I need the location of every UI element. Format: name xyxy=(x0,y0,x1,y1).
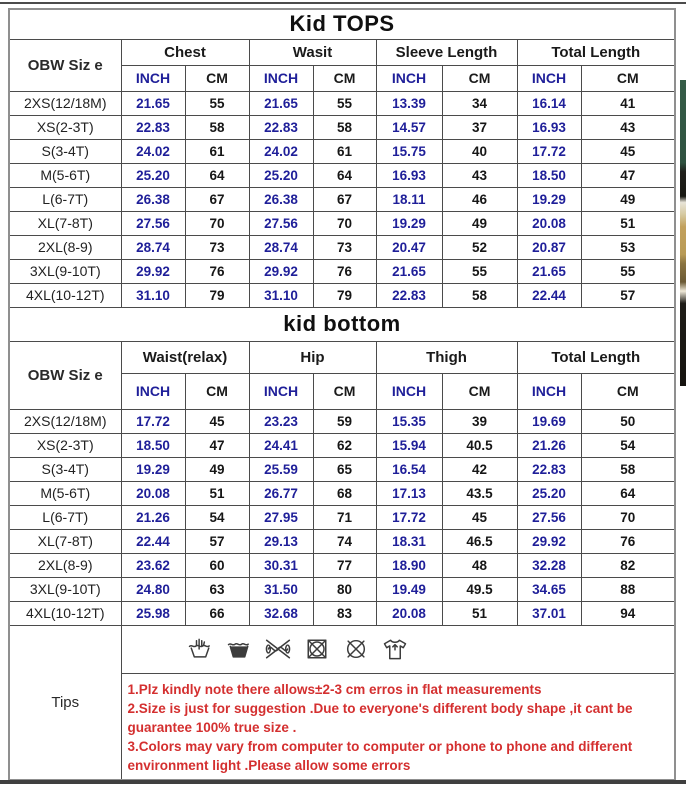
unit-header-inch: INCH xyxy=(376,65,442,91)
value-cell: 53 xyxy=(581,235,675,259)
value-cell: 45 xyxy=(185,409,249,433)
value-cell: 22.83 xyxy=(376,283,442,307)
value-cell: 26.38 xyxy=(249,187,313,211)
table-row xyxy=(9,259,675,283)
value-cell: 58 xyxy=(581,457,675,481)
tips-label: Tips xyxy=(9,625,121,780)
value-cell: 70 xyxy=(313,211,376,235)
table-row xyxy=(9,577,675,601)
table-row xyxy=(9,505,675,529)
unit-header-inch: INCH xyxy=(517,65,581,91)
unit-header-inch: INCH xyxy=(249,65,313,91)
value-cell: 57 xyxy=(581,283,675,307)
wash-basin-icon xyxy=(225,636,253,662)
value-cell: 55 xyxy=(313,91,376,115)
tops-title: Kid TOPS xyxy=(9,9,675,39)
value-cell: 28.74 xyxy=(249,235,313,259)
value-cell: 22.83 xyxy=(249,115,313,139)
care-icons-row xyxy=(9,625,675,673)
value-cell: 26.38 xyxy=(121,187,185,211)
value-cell: 63 xyxy=(185,577,249,601)
value-cell: 80 xyxy=(313,577,376,601)
value-cell: 21.26 xyxy=(517,433,581,457)
size-cell: 3XL(9-10T) xyxy=(9,577,121,601)
value-cell: 43 xyxy=(581,115,675,139)
size-cell: 2XS(12/18M) xyxy=(9,409,121,433)
value-cell: 23.62 xyxy=(121,553,185,577)
value-cell: 42 xyxy=(442,457,517,481)
size-cell: XS(2-3T) xyxy=(9,433,121,457)
size-cell: 2XL(8-9) xyxy=(9,553,121,577)
unit-header-inch: INCH xyxy=(376,373,442,409)
unit-header-cm: CM xyxy=(442,65,517,91)
value-cell: 22.83 xyxy=(121,115,185,139)
value-cell: 40.5 xyxy=(442,433,517,457)
group-header-thigh: Thigh xyxy=(376,341,517,373)
value-cell: 49.5 xyxy=(442,577,517,601)
value-cell: 51 xyxy=(442,601,517,625)
tips-text-cell xyxy=(121,673,675,780)
table-row xyxy=(9,457,675,481)
size-column-header: OBW Siz e xyxy=(9,341,121,409)
value-cell: 18.11 xyxy=(376,187,442,211)
group-header-chest: Chest xyxy=(121,39,249,65)
size-cell: 3XL(9-10T) xyxy=(9,259,121,283)
value-cell: 15.75 xyxy=(376,139,442,163)
value-cell: 41 xyxy=(581,91,675,115)
value-cell: 29.92 xyxy=(517,529,581,553)
do-not-tumble-dry-icon xyxy=(303,636,331,662)
group-header-total-length: Total Length xyxy=(517,39,675,65)
group-header-total-length: Total Length xyxy=(517,341,675,373)
size-cell: M(5-6T) xyxy=(9,163,121,187)
value-cell: 34.65 xyxy=(517,577,581,601)
unit-header-cm: CM xyxy=(581,65,675,91)
value-cell: 26.77 xyxy=(249,481,313,505)
value-cell: 60 xyxy=(185,553,249,577)
unit-header-inch: INCH xyxy=(249,373,313,409)
value-cell: 45 xyxy=(581,139,675,163)
value-cell: 18.50 xyxy=(121,433,185,457)
size-cell: 2XL(8-9) xyxy=(9,235,121,259)
value-cell: 31.10 xyxy=(249,283,313,307)
value-cell: 76 xyxy=(581,529,675,553)
table-row xyxy=(9,235,675,259)
value-cell: 70 xyxy=(581,505,675,529)
value-cell: 16.93 xyxy=(376,163,442,187)
size-cell: XL(7-8T) xyxy=(9,211,121,235)
bottom-divider xyxy=(0,780,686,784)
group-header-waist-relax: Waist(relax) xyxy=(121,341,249,373)
group-header-sleeve-length: Sleeve Length xyxy=(376,39,517,65)
value-cell: 83 xyxy=(313,601,376,625)
value-cell: 76 xyxy=(313,259,376,283)
group-header-waist: Wasit xyxy=(249,39,376,65)
value-cell: 19.29 xyxy=(121,457,185,481)
value-cell: 58 xyxy=(185,115,249,139)
kid-size-chart-table xyxy=(8,8,676,781)
value-cell: 20.08 xyxy=(376,601,442,625)
value-cell: 25.20 xyxy=(249,163,313,187)
value-cell: 54 xyxy=(581,433,675,457)
value-cell: 27.56 xyxy=(121,211,185,235)
table-row xyxy=(9,553,675,577)
value-cell: 88 xyxy=(581,577,675,601)
size-cell: XL(7-8T) xyxy=(9,529,121,553)
value-cell: 24.80 xyxy=(121,577,185,601)
value-cell: 58 xyxy=(313,115,376,139)
value-cell: 20.87 xyxy=(517,235,581,259)
value-cell: 54 xyxy=(185,505,249,529)
value-cell: 57 xyxy=(185,529,249,553)
value-cell: 19.49 xyxy=(376,577,442,601)
hand-wash-icon xyxy=(186,636,214,662)
value-cell: 21.26 xyxy=(121,505,185,529)
value-cell: 37 xyxy=(442,115,517,139)
table-row xyxy=(9,187,675,211)
unit-header-cm: CM xyxy=(185,373,249,409)
value-cell: 17.72 xyxy=(376,505,442,529)
value-cell: 19.29 xyxy=(517,187,581,211)
group-header-hip: Hip xyxy=(249,341,376,373)
value-cell: 62 xyxy=(313,433,376,457)
top-divider xyxy=(0,2,686,4)
value-cell: 73 xyxy=(185,235,249,259)
value-cell: 25.20 xyxy=(121,163,185,187)
size-cell: M(5-6T) xyxy=(9,481,121,505)
tops-group-header-row xyxy=(9,39,675,65)
size-cell: S(3-4T) xyxy=(9,457,121,481)
value-cell: 77 xyxy=(313,553,376,577)
value-cell: 19.29 xyxy=(376,211,442,235)
table-row xyxy=(9,139,675,163)
value-cell: 66 xyxy=(185,601,249,625)
value-cell: 82 xyxy=(581,553,675,577)
value-cell: 28.74 xyxy=(121,235,185,259)
size-cell: L(6-7T) xyxy=(9,505,121,529)
value-cell: 17.72 xyxy=(121,409,185,433)
value-cell: 55 xyxy=(185,91,249,115)
value-cell: 58 xyxy=(442,283,517,307)
value-cell: 37.01 xyxy=(517,601,581,625)
value-cell: 24.02 xyxy=(249,139,313,163)
tip-line-2: 2.Size is just for suggestion .Due to everyone's different body shape ,it cant be guarantee 100% true size . xyxy=(127,700,633,735)
value-cell: 61 xyxy=(185,139,249,163)
value-cell: 25.59 xyxy=(249,457,313,481)
value-cell: 45 xyxy=(442,505,517,529)
care-icons-cell xyxy=(121,625,675,673)
value-cell: 29.13 xyxy=(249,529,313,553)
value-cell: 23.23 xyxy=(249,409,313,433)
value-cell: 16.54 xyxy=(376,457,442,481)
value-cell: 22.44 xyxy=(517,283,581,307)
do-not-dry-clean-icon xyxy=(342,636,370,662)
value-cell: 29.92 xyxy=(121,259,185,283)
value-cell: 64 xyxy=(581,481,675,505)
value-cell: 49 xyxy=(185,457,249,481)
value-cell: 55 xyxy=(442,259,517,283)
value-cell: 21.65 xyxy=(249,91,313,115)
value-cell: 39 xyxy=(442,409,517,433)
value-cell: 46.5 xyxy=(442,529,517,553)
tops-title-row xyxy=(9,9,675,39)
value-cell: 18.90 xyxy=(376,553,442,577)
value-cell: 27.95 xyxy=(249,505,313,529)
value-cell: 52 xyxy=(442,235,517,259)
value-cell: 64 xyxy=(185,163,249,187)
value-cell: 30.31 xyxy=(249,553,313,577)
value-cell: 25.98 xyxy=(121,601,185,625)
value-cell: 43.5 xyxy=(442,481,517,505)
value-cell: 34 xyxy=(442,91,517,115)
value-cell: 22.44 xyxy=(121,529,185,553)
value-cell: 32.28 xyxy=(517,553,581,577)
value-cell: 68 xyxy=(313,481,376,505)
table-row xyxy=(9,163,675,187)
size-column-header: OBW Siz e xyxy=(9,39,121,91)
bottoms-title-row xyxy=(9,307,675,341)
value-cell: 76 xyxy=(185,259,249,283)
table-row xyxy=(9,409,675,433)
value-cell: 21.65 xyxy=(376,259,442,283)
value-cell: 20.47 xyxy=(376,235,442,259)
value-cell: 49 xyxy=(581,187,675,211)
value-cell: 79 xyxy=(185,283,249,307)
table-row xyxy=(9,283,675,307)
value-cell: 73 xyxy=(313,235,376,259)
value-cell: 14.57 xyxy=(376,115,442,139)
value-cell: 50 xyxy=(581,409,675,433)
value-cell: 70 xyxy=(185,211,249,235)
size-cell: XS(2-3T) xyxy=(9,115,121,139)
size-cell: 4XL(10-12T) xyxy=(9,283,121,307)
value-cell: 47 xyxy=(185,433,249,457)
value-cell: 47 xyxy=(581,163,675,187)
garment-icon xyxy=(381,636,409,662)
value-cell: 31.10 xyxy=(121,283,185,307)
value-cell: 17.72 xyxy=(517,139,581,163)
unit-header-cm: CM xyxy=(313,65,376,91)
care-icons xyxy=(122,636,675,662)
value-cell: 24.02 xyxy=(121,139,185,163)
value-cell: 20.08 xyxy=(121,481,185,505)
unit-header-inch: INCH xyxy=(517,373,581,409)
value-cell: 20.08 xyxy=(517,211,581,235)
adjacent-photo-strip xyxy=(680,80,686,386)
size-cell: 4XL(10-12T) xyxy=(9,601,121,625)
value-cell: 18.50 xyxy=(517,163,581,187)
value-cell: 19.69 xyxy=(517,409,581,433)
value-cell: 79 xyxy=(313,283,376,307)
bottoms-group-header-row xyxy=(9,341,675,373)
unit-header-cm: CM xyxy=(442,373,517,409)
tip-line-3: 3.Colors may vary from computer to computer or phone to phone and different environment light .Please allow some errors xyxy=(127,738,633,774)
value-cell: 18.31 xyxy=(376,529,442,553)
value-cell: 48 xyxy=(442,553,517,577)
value-cell: 61 xyxy=(313,139,376,163)
value-cell: 67 xyxy=(185,187,249,211)
size-cell: S(3-4T) xyxy=(9,139,121,163)
size-cell: 2XS(12/18M) xyxy=(9,91,121,115)
value-cell: 74 xyxy=(313,529,376,553)
value-cell: 94 xyxy=(581,601,675,625)
value-cell: 13.39 xyxy=(376,91,442,115)
value-cell: 15.35 xyxy=(376,409,442,433)
table-row xyxy=(9,601,675,625)
table-row xyxy=(9,433,675,457)
value-cell: 49 xyxy=(442,211,517,235)
value-cell: 22.83 xyxy=(517,457,581,481)
value-cell: 51 xyxy=(185,481,249,505)
value-cell: 65 xyxy=(313,457,376,481)
value-cell: 16.14 xyxy=(517,91,581,115)
table-row xyxy=(9,481,675,505)
value-cell: 40 xyxy=(442,139,517,163)
value-cell: 21.65 xyxy=(121,91,185,115)
unit-header-cm: CM xyxy=(581,373,675,409)
value-cell: 64 xyxy=(313,163,376,187)
value-cell: 51 xyxy=(581,211,675,235)
value-cell: 43 xyxy=(442,163,517,187)
value-cell: 21.65 xyxy=(517,259,581,283)
bottoms-title: kid bottom xyxy=(9,307,675,341)
value-cell: 59 xyxy=(313,409,376,433)
value-cell: 67 xyxy=(313,187,376,211)
value-cell: 71 xyxy=(313,505,376,529)
table-row xyxy=(9,91,675,115)
value-cell: 16.93 xyxy=(517,115,581,139)
size-cell: L(6-7T) xyxy=(9,187,121,211)
table-row xyxy=(9,529,675,553)
value-cell: 55 xyxy=(581,259,675,283)
table-row xyxy=(9,115,675,139)
value-cell: 17.13 xyxy=(376,481,442,505)
value-cell: 24.41 xyxy=(249,433,313,457)
unit-header-inch: INCH xyxy=(121,65,185,91)
value-cell: 25.20 xyxy=(517,481,581,505)
value-cell: 27.56 xyxy=(517,505,581,529)
value-cell: 15.94 xyxy=(376,433,442,457)
value-cell: 31.50 xyxy=(249,577,313,601)
value-cell: 27.56 xyxy=(249,211,313,235)
unit-header-cm: CM xyxy=(313,373,376,409)
unit-header-cm: CM xyxy=(185,65,249,91)
table-row xyxy=(9,211,675,235)
unit-header-inch: INCH xyxy=(121,373,185,409)
tip-line-1: 1.Plz kindly note there allows±2-3 cm erros in flat measurements xyxy=(127,681,542,697)
value-cell: 29.92 xyxy=(249,259,313,283)
value-cell: 46 xyxy=(442,187,517,211)
value-cell: 32.68 xyxy=(249,601,313,625)
do-not-wring-icon xyxy=(264,636,292,662)
